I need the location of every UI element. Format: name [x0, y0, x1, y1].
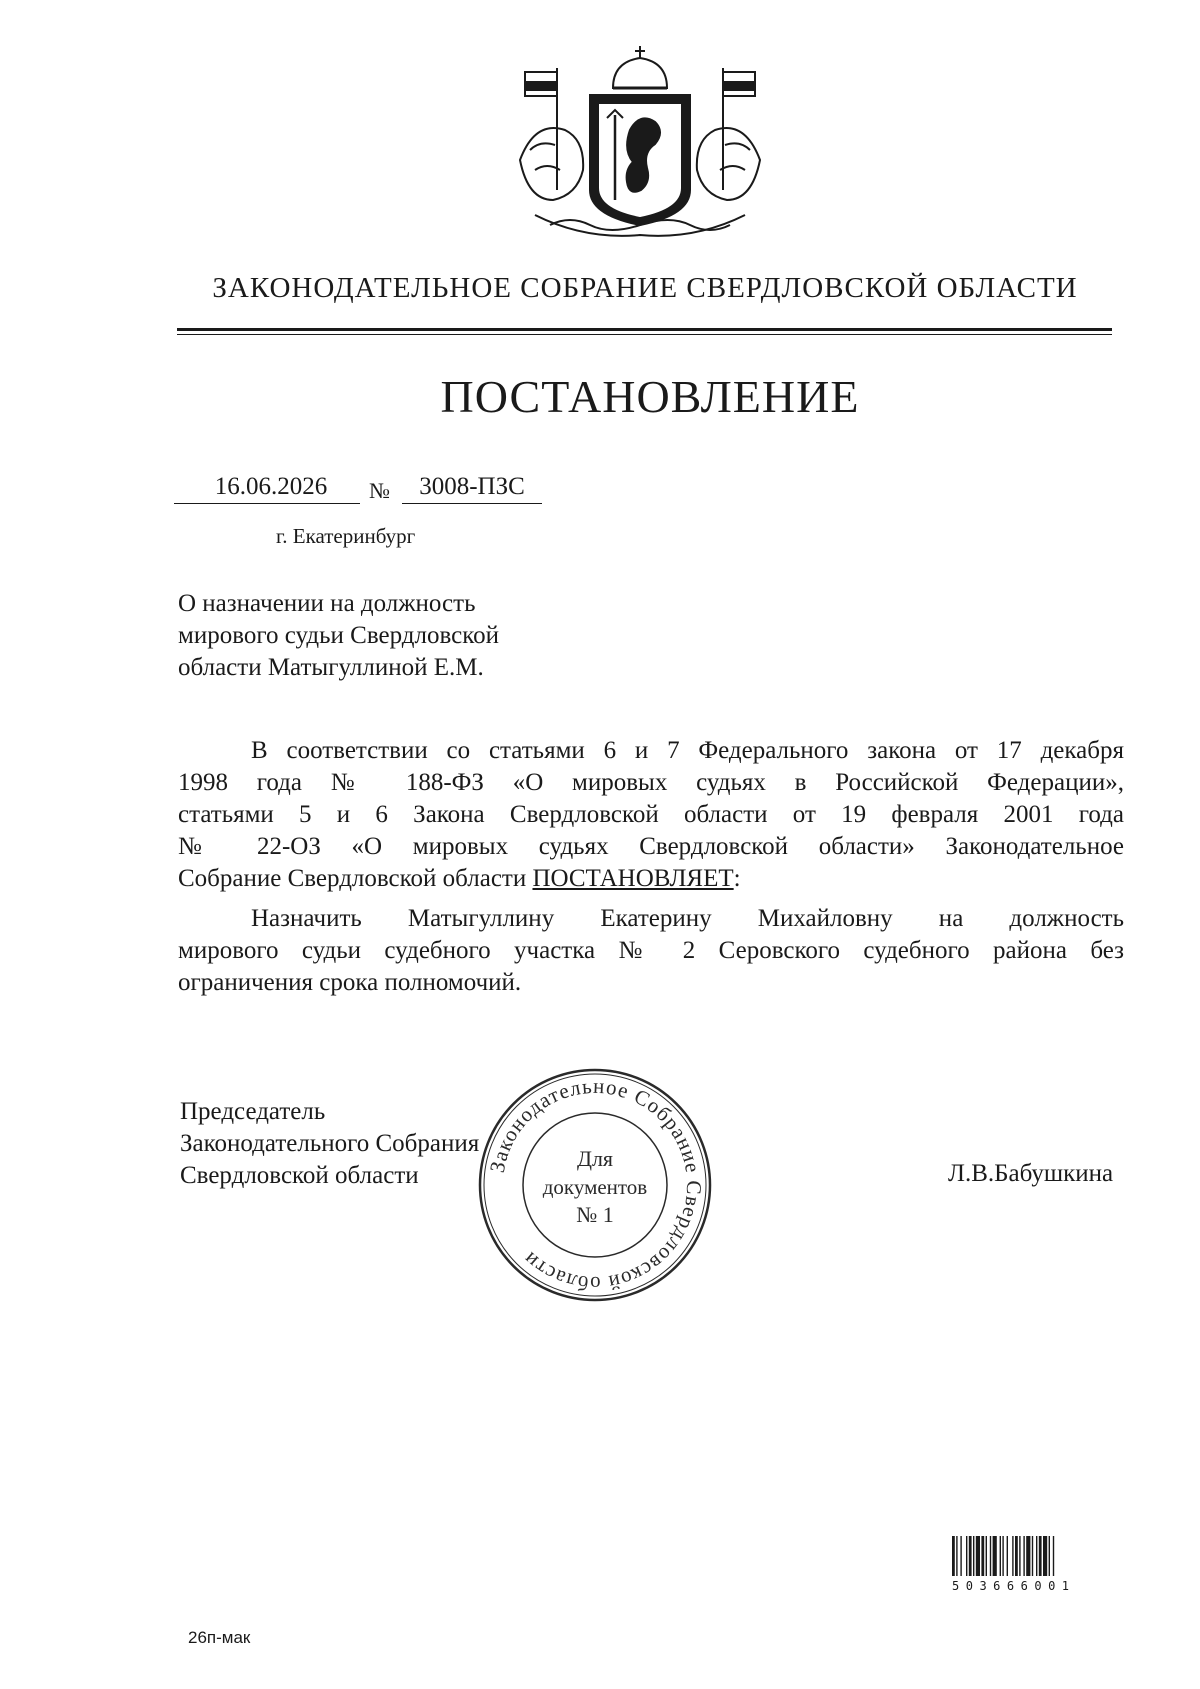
- decision-suffix: :: [733, 865, 741, 892]
- seal-ring-text: Законодательное Собрание Свердловской области: [484, 1073, 707, 1297]
- document-date: 16.06.2026: [174, 473, 360, 504]
- paragraph-line-prefix: Собрание Свердловской области: [178, 865, 533, 892]
- barcode-bar: [1002, 1536, 1003, 1576]
- barcode-bar: [969, 1536, 972, 1576]
- barcode-bar: [1023, 1536, 1024, 1576]
- paragraph-line: Назначить Матыгуллину Екатерину Михайловну на должность: [251, 905, 1124, 932]
- body-paragraph-preamble: [178, 735, 1124, 895]
- seal-center-line: № 1: [576, 1202, 614, 1227]
- signer-position-line: Законодательного Собрания: [180, 1130, 480, 1157]
- subject-line: мирового судьи Свердловской: [178, 622, 499, 649]
- barcode-bar: [952, 1536, 955, 1576]
- barcode-bar: [1049, 1536, 1050, 1576]
- form-code: 26п-мак: [188, 1628, 251, 1647]
- barcode-bar: [1000, 1536, 1001, 1576]
- barcode-bar: [956, 1536, 957, 1576]
- seal-center-line: Для: [576, 1146, 614, 1171]
- subject-line: области Матыгуллиной Е.М.: [178, 654, 484, 681]
- coat-of-arms-emblem: [505, 40, 775, 250]
- paragraph-line: 1998 года № 188-ФЗ «О мировых судьях в Российской Федерации»,: [178, 769, 1124, 796]
- barcode-digits: 503666001: [952, 1579, 1076, 1593]
- seal-center-line: документов: [542, 1175, 648, 1199]
- subject-line: О назначении на должность: [178, 590, 476, 617]
- paragraph-line: мирового судьи судебного участка № 2 Серовского судебного района без: [178, 937, 1124, 964]
- barcode-bar: [986, 1536, 987, 1576]
- header-divider-thick: [177, 328, 1112, 331]
- official-seal: [470, 1060, 720, 1310]
- number-sign: №: [369, 478, 390, 503]
- document-barcode: [952, 1536, 1100, 1576]
- barcode-bar: [981, 1536, 984, 1576]
- header-divider-thin: [177, 334, 1112, 335]
- barcode-bar: [966, 1536, 967, 1576]
- decision-word: ПОСТАНОВЛЯЕТ: [532, 865, 734, 892]
- barcode-bar: [960, 1536, 961, 1576]
- barcode-bar: [1012, 1536, 1013, 1576]
- barcode-bar: [993, 1536, 997, 1576]
- body-paragraph-decision: [178, 903, 1124, 999]
- paragraph-line: ограничения срока полномочий.: [178, 969, 522, 996]
- paragraph-line: [178, 863, 1124, 895]
- barcode-bar: [973, 1536, 974, 1576]
- barcode-bar: [1043, 1536, 1047, 1576]
- barcode-bar: [1036, 1536, 1037, 1576]
- signer-position-line: Свердловской области: [180, 1162, 419, 1189]
- signer-position: [180, 1096, 479, 1192]
- signer-position-line: Председатель: [180, 1098, 326, 1125]
- organization-title: ЗАКОНОДАТЕЛЬНОЕ СОБРАНИЕ СВЕРДЛОВСКОЙ ОБЛАСТИ: [212, 272, 1078, 304]
- barcode-bar: [990, 1536, 991, 1576]
- document-type-heading: ПОСТАНОВЛЕНИЕ: [440, 371, 860, 422]
- document-subject: [178, 588, 499, 684]
- barcode-bar: [1053, 1536, 1054, 1576]
- barcode-bar: [1019, 1536, 1020, 1576]
- paragraph-line: статьями 5 и 6 Закона Свердловской области от 19 февраля 2001 года: [178, 801, 1124, 828]
- barcode-bar: [1039, 1536, 1042, 1576]
- barcode-bar: [1026, 1536, 1030, 1576]
- barcode-bar: [1032, 1536, 1033, 1576]
- barcode-bar: [1015, 1536, 1018, 1576]
- paragraph-line: В соответствии со статьями 6 и 7 Федерального закона от 17 декабря: [251, 737, 1124, 764]
- signer-name: Л.В.Бабушкина: [948, 1160, 1114, 1187]
- barcode-bar: [976, 1536, 980, 1576]
- barcode-bar: [1007, 1536, 1008, 1576]
- document-number: 3008-ПЗС: [402, 473, 542, 504]
- paragraph-line: № 22-ОЗ «О мировых судьях Свердловской области» Законодательное: [178, 833, 1124, 860]
- document-city: г. Екатеринбург: [276, 524, 416, 548]
